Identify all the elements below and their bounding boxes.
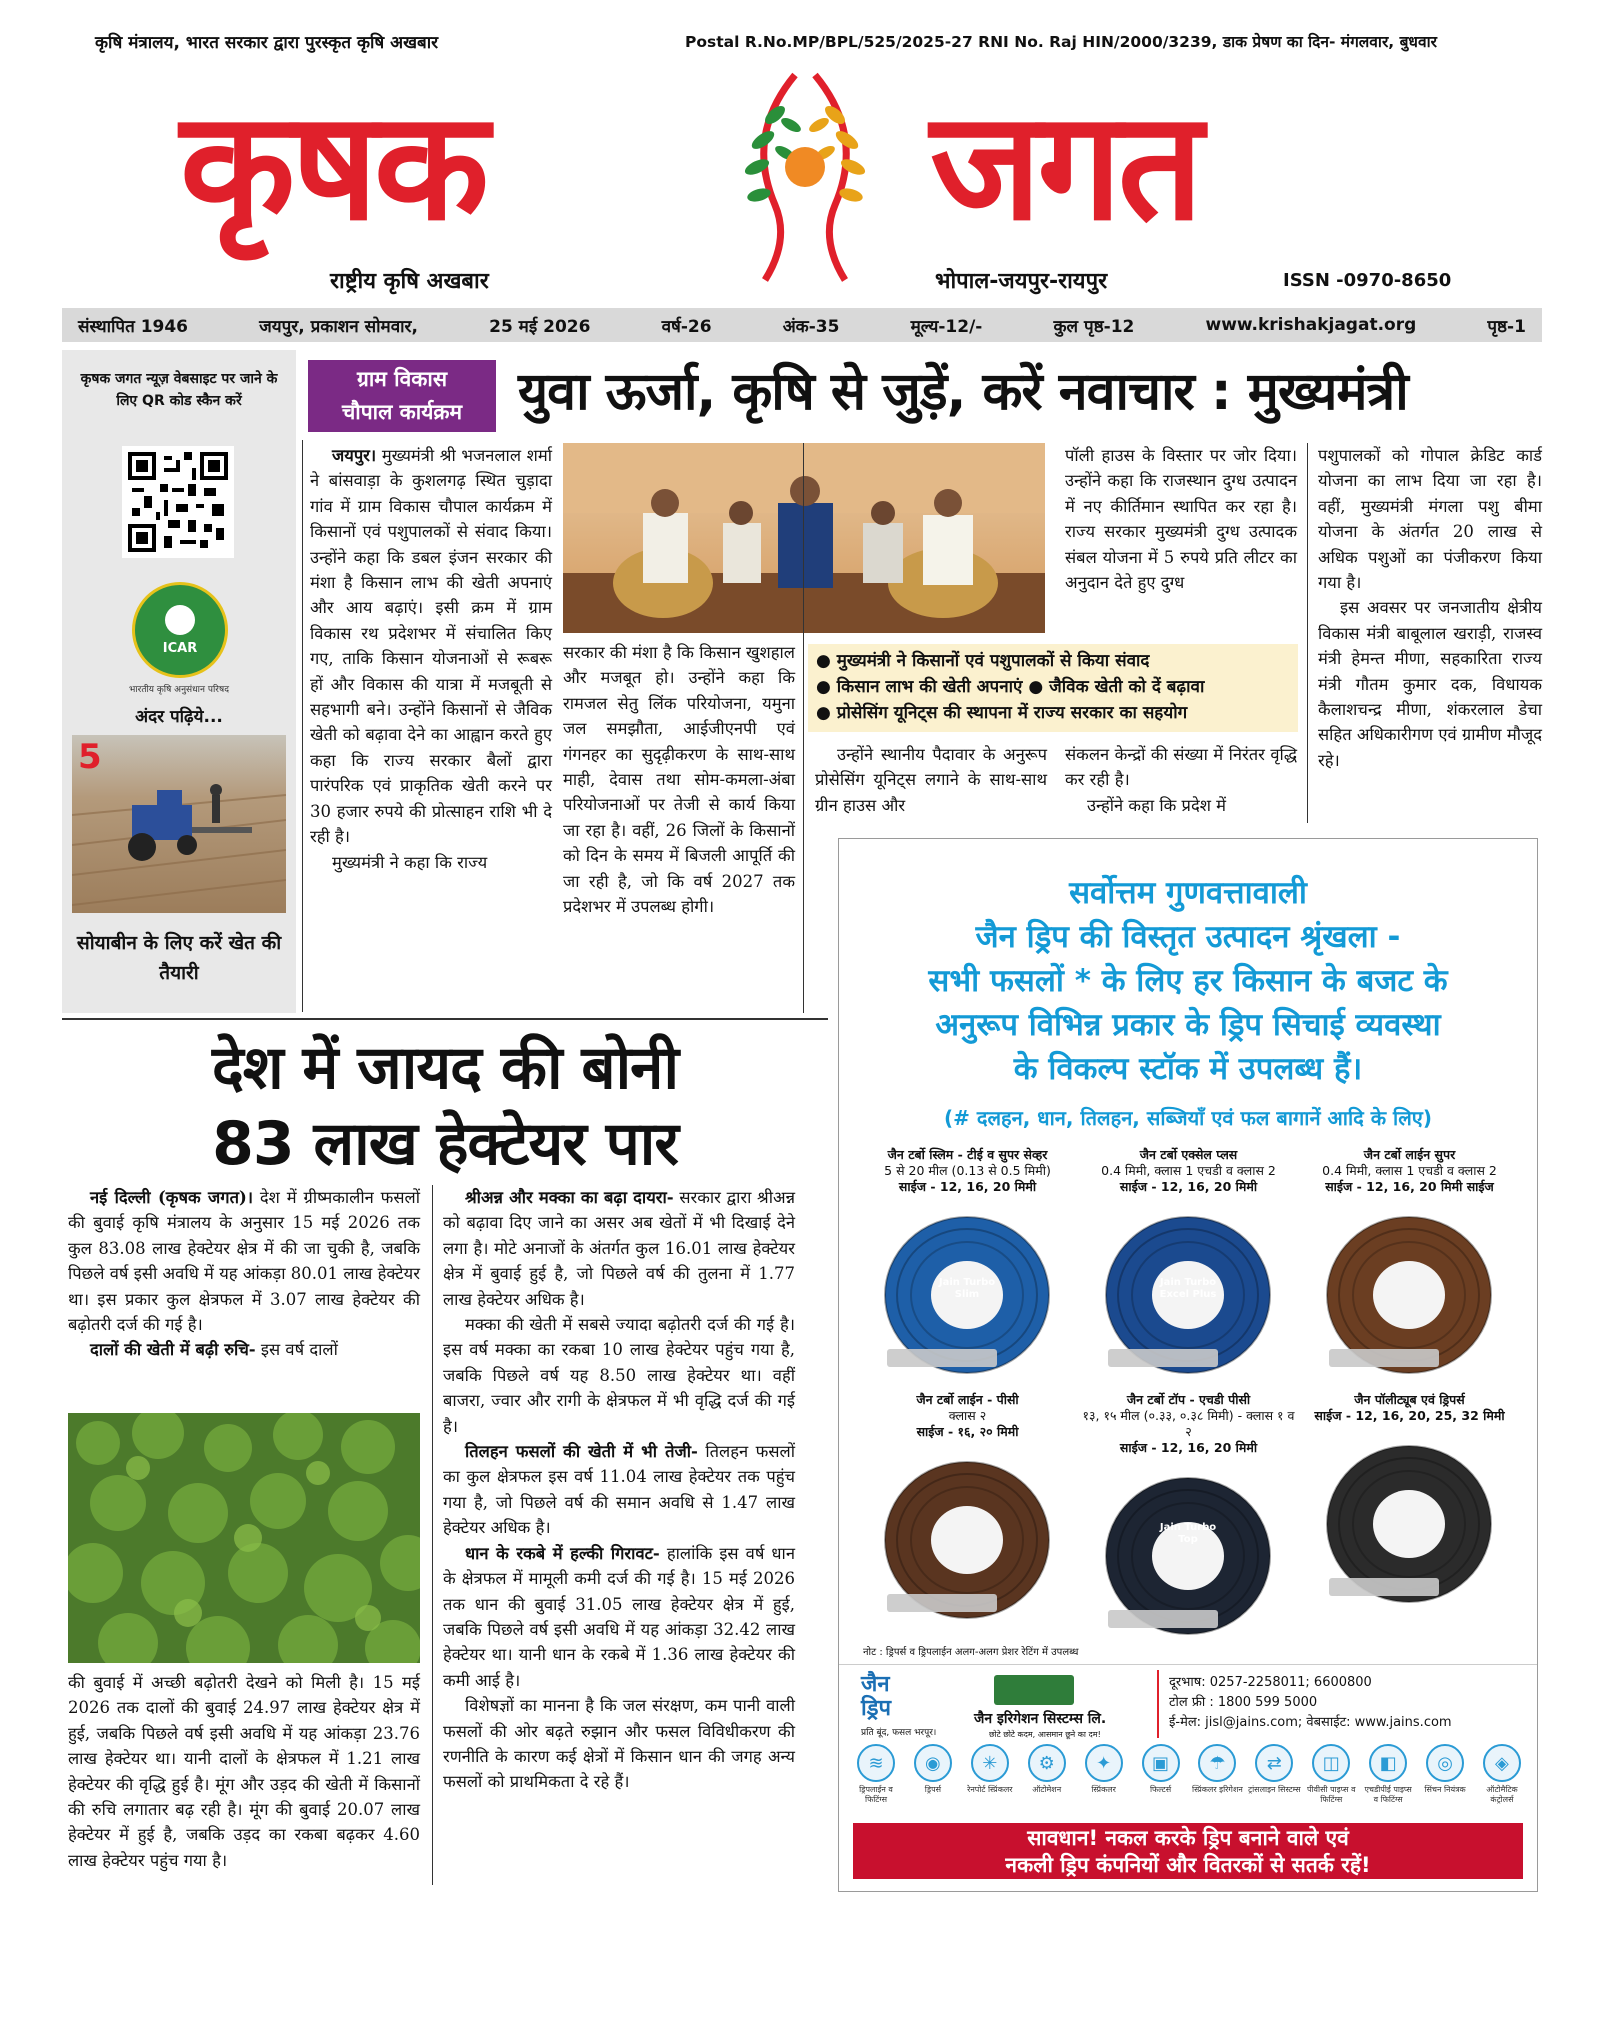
product-category-icon: ⚙ ऑटोमेशन [1020,1744,1074,1814]
established: संस्थापित 1946 [78,316,189,337]
company-name: जैन इरिगेशन सिस्टम्स लि. [974,1711,1107,1727]
water-drop-icon: ▣ [1142,1744,1180,1782]
lead-column-2: सरकार की मंशा है कि किसान खुशहाल और मजबूत हो। उन्होंने कहा कि रामजल सेतु लिंक परियोजना, यमुना जल समझौता, आईजीएनपी एवं गंगनहर का सुदृढ़ीकरण के साथ-साथ माही, देवास तथा सोम-कमला-अंबा परियोजनाओं पर तेजी से कार्य किया जा रहा है। वहीं, 26 जिलों के किसानों को दिन के समय में बिजली आपूर्ति की जा रही है, जो कि वर्ष 2027 तक प्रदेशभर में उपलब्ध होगी। [563,643,795,917]
key-points-box [808,644,1298,732]
issue-info-bar [62,308,1542,342]
brand-row [839,1664,1537,1744]
issn: ISSN -0970-8650 [1283,270,1452,291]
product-category-icon: ☂ स्प्रिंकलर इरिगेशन [1190,1744,1244,1814]
issue-date: 25 मई 2026 [489,316,591,337]
jain-drip-logo: जैन ड्रिप [861,1672,891,1721]
water-drop-icon: ◧ [1369,1744,1407,1782]
jain-company-logo [994,1675,1074,1705]
inside-page-number: 5 [78,737,102,777]
water-drop-icon: ◉ [914,1744,952,1782]
product-name: जैन टर्बो लाईन - पीसी [916,1392,1019,1407]
product-category-icon: ◈ ऑटोमैटिक कंट्रोलर्स [1475,1744,1529,1814]
product-category-icon: ◫ पीवीसी पाइप्स व फिटिंग्स [1304,1744,1358,1814]
brand-tagline: प्रति बूंद, फसल भरपूर। [861,1728,937,1738]
second-column-1: नई दिल्ली (कृषक जगत)। देश में ग्रीष्मकालीन फसलों की बुवाई कृषि मंत्रालय के अनुसार 15 मई 2026 तक कुल 83.08 लाख हेक्टेयर क्षेत्र में की जा चुकी है, जबकि पिछले वर्ष इसी अवधि में यह आंकड़ा 80.01 लाख हेक्टेयर था। इस प्रकार कुल क्षेत्रफल में 3.07 लाख हेक्टेयर की बढ़ोतरी दर्ज की गई है। दालों की खेती में बढ़ी रुचि- इस वर्ष दालों [68,1188,420,1360]
key-point-3: ● प्रोसेसिंग यूनिट्स की स्थापना में राज्य सरकार का सहयोग [816,703,1188,723]
ad-note: नोट : ड्रिपर्स व ड्रिपलाईन अलग-अलग प्रेशर रेटिंग में उपलब्ध [863,1647,1079,1658]
water-drop-icon: ✦ [1085,1744,1123,1782]
second-column-1b: की बुवाई में अच्छी बढ़ोतरी देखने को मिली है। 15 मई 2026 तक दालों की बुवाई 24.97 लाख हेक्टेयर क्षेत्र में हुई, जबकि पिछले वर्ष इसी अवधि में यह आंकड़ा 23.76 लाख हेक्टेयर था। यानी दालों के क्षेत्रफल में 1.21 लाख हेक्टेयर की वृद्धि हुई है। मूंग और उड़द की खेती में किसानों की रुचि लगातार बढ़ रही है। मूंग की बुवाई 20.07 लाख हेक्टेयर में हुई है, जबकि उड़द का रकबा बढ़कर 4.60 लाख हेक्टेयर पहुंच गया है। [68,1673,420,1870]
coil-brand-label: Jain Turbo Slim [938,1277,996,1300]
postal-registration: Postal R.No.MP/BPL/525/2025-27 RNI No. Raj HIN/2000/3239, डाक प्रेषण का दिन- मंगलवार, बुधवार [685,33,1437,51]
key-point-2: ● किसान लाभ की खेती अपनाएं ● जैविक खेती को दें बढ़ावा [816,677,1205,697]
product-spec: १३, १५ मील (०.३३, ०.३८ मिमी) - क्लास १ व २ [1082,1408,1295,1439]
lead-column-5: उन्होंने स्थानीय पैदावार के अनुरूप प्रोसेसिंग यूनिट्स लगाने के साथ-साथ ग्रीन हाउस और [815,745,1047,815]
water-drop-icon: ◫ [1312,1744,1350,1782]
company-tagline: छोटे छोटे कदम, आसमान छूने का दम! [989,1730,1101,1739]
product-category-icon: ✳ रेनपोर्ट स्प्रिंकलर [963,1744,1017,1814]
product-category-icon: ◎ सिंचन नियंत्रक [1418,1744,1472,1814]
product-grid [857,1147,1521,1637]
product-icons-row [849,1744,1529,1814]
contact-info: दूरभाष: 0257-2258011; 6600800 टोल फ्री : 1800 599 5000 ई-मेल: jisl@jains.com; वेबसाईट: www.jains.com [1169,1675,1452,1730]
product-card[interactable] [1078,1392,1299,1637]
second-column-2: श्रीअन्न और मक्का का बढ़ा दायरा- सरकार द्वारा श्रीअन्न को बढ़ावा दिए जाने का असर अब खेतों में भी दिखाई देने लगा है। मोटे अनाजों के अंतर्गत कुल 16.01 लाख हेक्टेयर क्षेत्र में बुवाई हुई है, जो पिछले वर्ष की तुलना में 1.77 लाख हेक्टेयर अधिक है। मक्का की खेती में सबसे ज्यादा बढ़ोतरी दर्ज की गई है। इस वर्ष मक्का का रकबा 10 लाख हेक्टेयर पहुंच गया है, जबकि पिछले वर्ष यह 8.50 लाख हेक्टेयर था। वहीं बाजरा, ज्वार और रागी के क्षेत्रफल में भी वृद्धि दर्ज की गई है। तिलहन फसलों की खेती में भी तेजी- तिलहन फसलों का कुल क्षेत्रफल इस वर्ष 11.04 लाख हेक्टेयर तक पहुंच गया है, जो पिछले वर्ष की समान अवधि से 1.47 लाख हेक्टेयर अधिक है। धान के रकबे में हल्की गिरावट- हालांकि इस वर्ष धान के क्षेत्रफल में मामूली कमी दर्ज की गई है। 15 मई 2026 तक धान की बुवाई 31.05 लाख हेक्टेयर क्षेत्र में हुई, जबकि पिछले वर्ष इसी अवधि में यह आंकड़ा 32.42 लाख हेक्टेयर था। यानी धान के रकबे में 1.36 लाख हेक्टेयर की कमी आई है। विशेषज्ञों का मानना है कि जल संरक्षण, कम पानी वाली फसलों की ओर बढ़ते रुझान और फसल विविधीकरण की रणनीति के कारण कई क्षेत्रों में किसान धान की जगह अन्य फसलों को प्राथमिकता दे रहे हैं। [443,1188,795,1792]
product-size: साईज - 12, 16, 20 मिमी [1119,1440,1258,1455]
column-divider [1307,443,1308,823]
product-name: जैन टर्बो टॉप - एचडी पीसी [1126,1392,1251,1407]
water-drop-icon: ⇄ [1255,1744,1293,1782]
product-category-icon: ◉ ड्रिपर्स [906,1744,960,1814]
product-spec: 0.4 मिमी, क्लास 1 एचडी व क्लास 2 [1101,1163,1276,1178]
sidebar-box [62,350,296,1013]
water-drop-icon: ⚙ [1028,1744,1066,1782]
drip-coil-icon [1299,1428,1520,1608]
award-tagline: कृषि मंत्रालय, भारत सरकार द्वारा पुरस्कृत कृषि अखबार [95,33,439,53]
brand-divider [1157,1670,1159,1738]
product-size: साईज - 12, 16, 20 मिमी [1119,1179,1258,1194]
masthead-subtitle: राष्ट्रीय कृषि अखबार [330,269,489,294]
product-name: जैन टर्बो स्लिम - टीई व सुपर सेव्हर [887,1147,1048,1162]
crop-field-photo [68,1413,420,1663]
issue-number: अंक-35 [782,316,840,337]
lead-headline: युवा ऊर्जा, कृषि से जुड़ें, करें नवाचार : मुख्यमंत्री [518,362,1408,422]
column-divider [803,443,804,1013]
product-card[interactable] [1078,1147,1299,1392]
lead-column-3: पॉली हाउस के विस्तार पर जोर दिया। उन्होंने कहा कि राजस्थान दुग्ध उत्पादन में नए कीर्तिमान स्थापित कर रहा है। राज्य सरकार मुख्यमंत्री दुग्ध उत्पादक संबल योजना में 5 रुपये प्रति लीटर का अनुदान देते हुए दुग्ध [1065,446,1297,593]
product-card[interactable] [1299,1147,1520,1392]
inside-heading: अंदर पढ़िये... [135,707,223,727]
water-drop-icon: ≋ [857,1744,895,1782]
icar-award-badge: ICAR [132,582,228,678]
water-drop-icon: ◎ [1426,1744,1464,1782]
ad-subtitle: (# दलहन, धान, तिलहन, सब्जियाँ एवं फल बागानें आदि के लिए) [943,1106,1432,1130]
masthead-jagat: जगत [930,80,1200,254]
column-divider [432,1185,433,1885]
product-spec: क्लास २ [948,1408,987,1423]
inside-story-caption[interactable]: सोयाबीन के लिए करें खेत की तैयारी [76,932,282,984]
key-point-1: ● मुख्यमंत्री ने किसानों एवं पशुपालकों से किया संवाद [816,651,1150,671]
product-spec: 5 से 20 मील (0.13 से 0.5 मिमी) [884,1163,1051,1178]
product-name: जैन टर्बो एक्सेल प्लस [1139,1147,1238,1162]
product-size: साईज - १६, २० मिमी [916,1424,1019,1439]
edition-day: जयपुर, प्रकाशन सोमवार, [259,316,418,337]
counterfeit-warning-banner: सावधान! नकल करके ड्रिप बनाने वाले एवं नकली ड्रिप कंपनियों और वितरकों से सतर्क रहें! [853,1823,1523,1879]
website-link[interactable]: www.krishakjagat.org [1205,315,1417,335]
product-name: जैन पॉलीट्यूब एवं ड्रिपर्स [1354,1392,1465,1407]
second-headline: देश में जायद की बोनी 83 लाख हेक्टेयर पार [211,1033,679,1179]
volume-year: वर्ष-26 [661,316,712,337]
water-drop-icon: ✳ [971,1744,1009,1782]
product-card[interactable] [1299,1392,1520,1637]
second-dateline: नई दिल्ली (कृषक जगत)। [90,1188,254,1207]
water-drop-icon: ☂ [1198,1744,1236,1782]
qr-code[interactable] [122,446,234,558]
drip-coil-icon [857,1444,1078,1624]
product-size: साईज - 12, 16, 20, 25, 32 मिमी [1314,1408,1505,1423]
masthead-krishak: कृषक [180,80,486,254]
lead-column-6: संकलन केन्द्रों की संख्या में निरंतर वृद्धि कर रही है। उन्होंने कहा कि प्रदेश में [1065,745,1297,815]
jain-drip-advertisement[interactable] [838,838,1538,1892]
section-tag: ग्राम विकास चौपाल कार्यक्रम [308,360,496,432]
product-size: साईज - 12, 16, 20 मिमी साईज [1325,1179,1494,1194]
ad-title: सर्वोत्तम गुणवत्तावाली जैन ड्रिप की विस्तृत उत्पादन श्रृंखला - सभी फसलों * के लिए हर किसान के बजट के अनुरूप विभिन्न प्रकार के ड्रिप सिचाई व्यवस्था के विकल्प स्टॉक में उपलब्ध हैं। [928,875,1448,1087]
tractor-field-photo [72,735,286,913]
coil-brand-label: Jain Turbo Excel Plus [1159,1277,1217,1300]
drip-coil-icon [1299,1199,1520,1379]
product-category-icon: ◧ एचडीपीई पाइप्स व फिटिंग्स [1361,1744,1415,1814]
water-drop-icon: ◈ [1483,1744,1521,1782]
column-divider [302,440,303,1012]
drip-coil-icon [1078,1460,1299,1640]
award-caption: भारतीय कृषि अनुसंधान परिषद [129,685,229,695]
section-divider [62,1018,828,1020]
lead-dateline: जयपुर। [332,446,377,465]
product-category-icon: ✦ स्प्रिंकलर [1077,1744,1131,1814]
product-card[interactable] [857,1147,1078,1392]
product-name: जैन टर्बो लाईन सुपर [1363,1147,1456,1162]
product-category-icon: ▣ फिल्टर्स [1134,1744,1188,1814]
product-size: साईज - 12, 16, 20 मिमी [898,1179,1037,1194]
price: मूल्य-12/- [910,316,983,337]
product-category-icon: ⇄ ट्रांसलाइन सिस्टम्स [1247,1744,1301,1814]
page-number: पृष्ठ-1 [1487,316,1526,337]
product-category-icon: ≋ ड्रिपलाईन व फिटिंग्स [849,1744,903,1814]
wheat-emblem-icon [705,55,905,285]
masthead-editions: भोपाल-जयपुर-रायपुर [935,269,1108,294]
coil-brand-label: Jain Turbo Top [1159,1522,1217,1545]
qr-instructions: कृषक जगत न्यूज़ वेबसाइट पर जाने के लिए QR कोड स्कैन करें [80,371,278,409]
product-spec: 0.4 मिमी, क्लास 1 एचडी व क्लास 2 [1322,1163,1497,1178]
cm-event-photo [563,443,1045,633]
total-pages: कुल पृष्ठ-12 [1053,316,1135,337]
lead-column-1: जयपुर। मुख्यमंत्री श्री भजनलाल शर्मा ने बांसवाड़ा के कुशलगढ़ स्थित चुड़ादा गांव में ग्राम विकास चौपाल कार्यक्रम में किसानों एवं पशुपालकों से संवाद किया। उन्होंने कहा कि डबल इंजन सरकार की मंशा है किसान लाभ की खेती अपनाएं और आय बढ़ाएं। इसी क्रम में ग्राम विकास रथ प्रदेशभर में संचालित किए गए, ताकि किसान योजनाओं से रूबरू हों और विकास की यात्रा में मजबूती से सहभागी बने। उन्होंने किसानों से जैविक खेती को बढ़ावा देने का आह्वान करते हुए कहा कि राज्य सरकार बैलों द्वारा पारंपरिक एवं प्राकृतिक खेती करने पर 30 हजार रुपये की प्रोत्साहन राशि भी दे रही है। मुख्यमंत्री ने कहा कि राज्य [310,446,552,872]
lead-column-4: पशुपालकों को गोपाल क्रेडिट कार्ड योजना का लाभ दिया जा रहा है। वहीं, मुख्यमंत्री मंगला पशु बीमा योजना के अंतर्गत 20 लाख से अधिक पशुओं का पंजीकरण किया गया है। इस अवसर पर जनजातीय क्षेत्रीय विकास मंत्री बाबूलाल खराड़ी, राजस्व मंत्री हेमन्त मीणा, सहकारिता राज्य मंत्री गौतम कुमार दक, विधायक कैलाशचन्द्र मीणा, शंकरलाल डेचा सहित अधिकारीगण एवं ग्रामीण मौजूद रहे। [1318,446,1542,770]
product-card[interactable] [857,1392,1078,1637]
